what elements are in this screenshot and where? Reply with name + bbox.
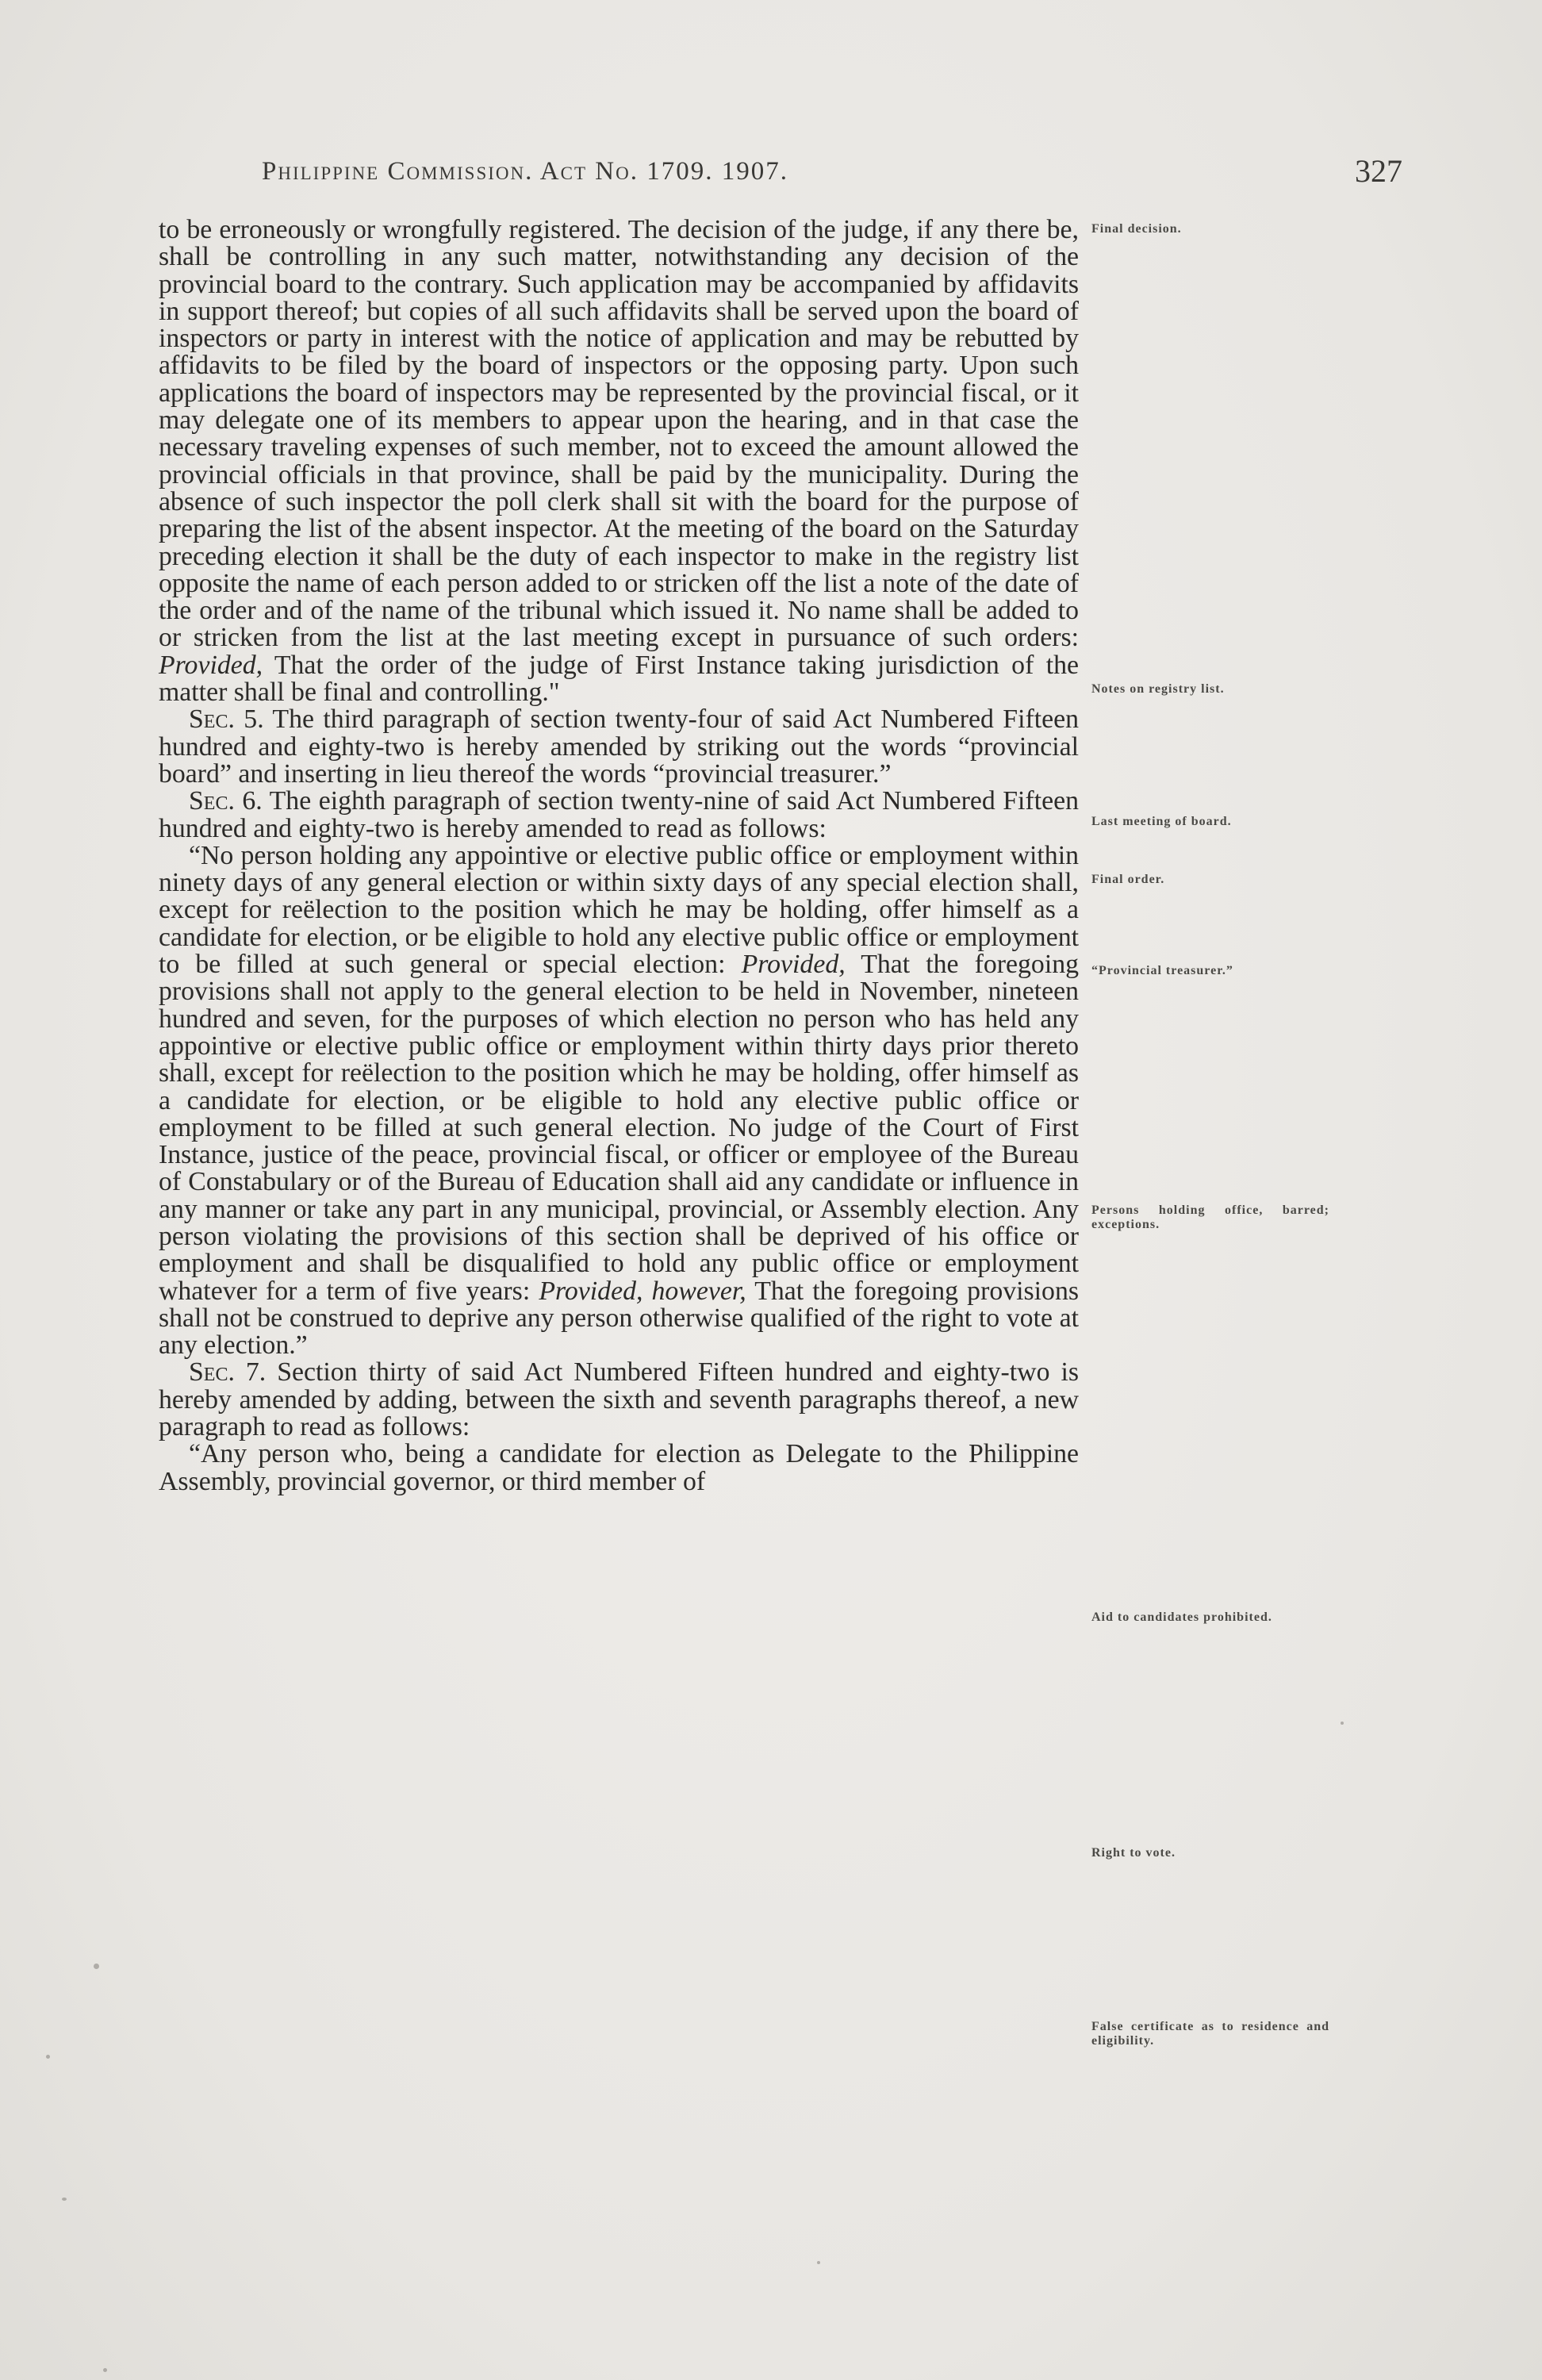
speck	[817, 2261, 820, 2264]
quoted-amendment	[159, 840, 1080, 1361]
margin-note-final-order: Final order.	[1091, 873, 1165, 886]
section-label: Sec. 6.	[189, 786, 263, 816]
body-text	[159, 217, 1079, 1495]
speck	[1341, 1722, 1344, 1725]
margin-note-notes-on-registry: Notes on registry list.	[1091, 682, 1225, 696]
section-7	[159, 1359, 1079, 1441]
speck	[103, 2368, 107, 2372]
text-span: That the order of the judge of First Instance taking jurisdiction of the matter shall be final and controlling."	[159, 650, 1079, 708]
margin-note-final-decision: Final decision.	[1091, 222, 1182, 236]
text-span: The third paragraph of section twenty-four of said Act Numbered Fifteen hundred and eighty-two is hereby amended by striking out the words “provincial board” and inserting in lieu thereof the words “provincial treasurer.”	[159, 704, 1079, 789]
proviso-italic: Provided, however,	[539, 1276, 746, 1306]
text-span: “No person holding any appointive or elective public office or employment within ninety days of any general election or within sixty days of any special election shall, except for reëlection to the position which he may be holding, offer himself as a candidate for election, or be eligible to hold any elective public office or employment to be filled at such general or special election:	[159, 840, 1079, 980]
proviso-italic: Provided,	[741, 950, 846, 980]
text-span: to be erroneously or wrongfully registered. The decision of the judge, if any there be, shall be controlling in any such matter, notwithstanding any decision of the provincial board to the contrary. Such application may be accompanied by affidavits in support thereof; but copies of all such affidavits shall be served upon the board of inspectors or party in interest with the notice of application and may be rebutted by affidavits to be filed by the board of inspectors or the opposing party. Upon such applications the board of inspectors may be represented by the provincial fiscal, or it may delegate one of its members to appear upon the hearing, and in that case the necessary traveling expenses of such member, not to exceed the amount allowed the provincial officials in that province, shall be paid by the municipality. During the absence of such inspector the poll clerk shall sit with the board for the purpose of preparing the list of the absent inspector. At the meeting of the board on the Saturday preceding election it shall be the duty of each inspector to make in the registry list opposite the name of each person added to or stricken off the list a note of the date of the order and of the name of the tribunal which issued it. No name shall be added to or stricken from the list at the last meeting except in pursuance of such orders:	[159, 215, 1079, 653]
section-label: Sec. 5.	[189, 704, 264, 735]
text-span: “Any person who, being a candidate for election as Delegate to the Philippine Assembly, provincial governor, or third member of	[159, 1439, 1079, 1496]
proviso-italic: Provided,	[159, 650, 263, 680]
margin-note-provincial-treasurer: “Provincial treasurer.”	[1091, 964, 1233, 977]
running-header: Philippine Commission. Act No. 1709. 1907.	[262, 157, 788, 186]
section-label: Sec. 7.	[189, 1357, 267, 1388]
text-span: Section thirty of said Act Numbered Fifteen hundred and eighty-two is hereby amended by adding, between the sixth and seventh paragraphs thereof, a new paragraph to read as follows:	[159, 1357, 1079, 1442]
margin-note-aid-to-candidates: Aid to candidates prohibited.	[1091, 1610, 1272, 1624]
section-6	[159, 788, 1079, 843]
margin-note-false-certificate: False certificate as to residence and eligibility.	[1091, 2020, 1329, 2048]
section-5	[159, 706, 1079, 788]
speck	[94, 1964, 99, 1969]
paragraph-continuation	[159, 217, 1079, 706]
page-number: 327	[1355, 153, 1402, 189]
margin-note-last-meeting: Last meeting of board.	[1091, 815, 1232, 828]
speck	[62, 2198, 67, 2201]
text-span: The eighth paragraph of section twenty-nine of said Act Numbered Fifteen hundred and eighty-two is hereby amended to read as follows:	[159, 786, 1079, 843]
margin-note-persons-holding: Persons holding office, barred; exceptions.	[1091, 1203, 1329, 1231]
speck	[46, 2055, 50, 2059]
text-span: That the foregoing provisions shall not apply to the general election to be held in November, nineteen hundred and seven, for the purposes of which election no person who has held any appointive or elective public office or employment within thirty days prior thereto shall, except for reëlection to the position which he may be holding, offer himself as a candidate for election, or be eligible to hold any elective public office or employment to be filled at such general election. No judge of the Court of First Instance, justice of the peace, provincial fiscal, or officer or employee of the Bureau of Constabulary or of the Bureau of Education shall aid any candidate or influence in any manner or take any part in any municipal, provincial, or Assembly election. Any person violating the provisions of this section shall be deprived of his office or employment and shall be disqualified to hold any public office or employment whatever for a term of five years:	[159, 950, 1080, 1306]
text-span: That the foregoing provisions shall not be construed to deprive any person otherwise qualified of the right to vote at any election.”	[159, 1276, 1080, 1361]
new-paragraph	[159, 1441, 1079, 1495]
margin-note-right-to-vote: Right to vote.	[1091, 1846, 1176, 1860]
